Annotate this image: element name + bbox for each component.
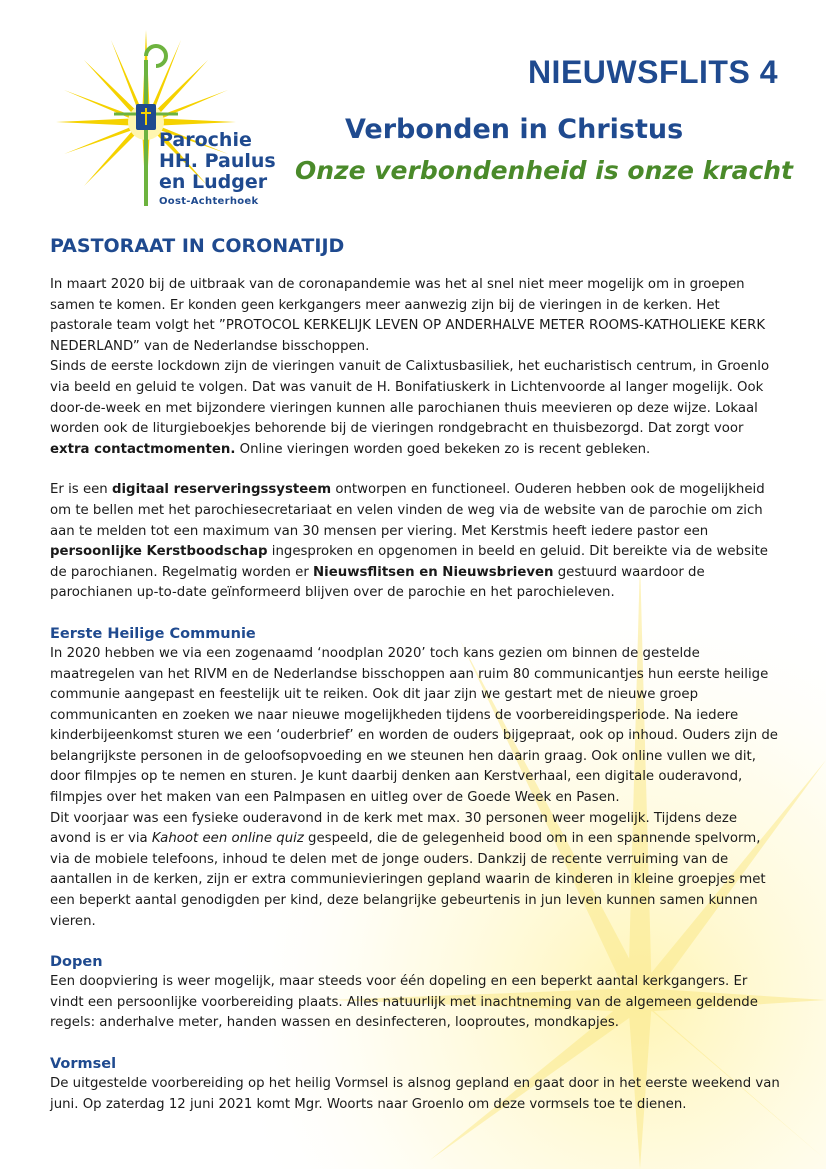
bold-text: persoonlijke Kerstboodschap xyxy=(50,544,268,560)
text-span: gespeeld, die de gelegenheid bood om in een spannende spelvorm, via de mobiele telefoons, inhoud te delen met de jonge ouders. Dankzij de recente verruiming van de aantallen in de kerken, zijn er extra communievieringen gepland waarin de kinderen in kleine groepjes met een beperkt aantal genodigden per kind, deze belangrijke gebeurtenis in jun leven kunnen samen kunnen vieren. xyxy=(50,831,766,929)
heading-vormsel: Vormsel xyxy=(50,1056,117,1072)
intro-paragraph-1: In maart 2020 bij de uitbraak van de coronapandemie was het al snel niet meer mogelijk om in groepen samen te komen. Er konden geen kerkgangers meer aanwezig zijn bij de vieringen in de kerken. Het pastorale team volgt het ”PROTOCOL KERKELIJK LEVEN OP ANDERHALVE METER ROOMS-KATHOLIEKE KERK NEDERLAND” van de Nederlandse bisschoppen. xyxy=(50,277,766,354)
spacer xyxy=(50,460,780,480)
bold-text: Nieuwsflitsen en Nieuwsbrieven xyxy=(313,564,554,580)
text-span: Dit voorjaar was een fysieke ouderavond in de kerk met max. 30 personen weer mogelijk. Tijdens deze avond is er via xyxy=(50,810,738,847)
logo-line-1: Parochie xyxy=(159,129,252,151)
communie-paragraph-1: In 2020 hebben we via een zogenaamd ‘noodplan 2020’ toch kans gezien om binnen de gestelde maatregelen van het RIVM en de Nederlandse bisschoppen aan ruim 80 communicantjes hun eerste heilige communie aangepast en feestelijk uit te reiken. Ook dit jaar zijn we gestart met de nieuwe groep communicanten en zoeken we naar nieuwe mogelijkheden tijdens de voorbereidingsperiode. Na iedere kinderbijeenkomst sturen we een ‘ouderbrief’ en worden de ouders bijgepraat, ook op inhoud. Ouders zijn de belangrijkste personen in de geloofsopvoeding en we steunen hen daarin graag. Ook online vullen we dit, door filmpjes op te nemen en sturen. Je kunt daarbij denken aan Kerstverhaal, een digitale ouderavond, filmpjes over het maken van een Palmpasen en uitleg over de Goede Week en Pasen. xyxy=(50,645,778,806)
logo-subline: Oost-Achterhoek xyxy=(159,196,259,207)
communie-paragraph-2 xyxy=(50,809,780,933)
intro-paragraph-2 xyxy=(50,357,780,460)
spacer xyxy=(50,932,780,952)
vormsel-paragraph: De uitgestelde voorbereiding op het heilig Vormsel is alsnog gepland en gaat door in het eerste weekend van juni. Op zaterdag 12 juni 2021 komt Mgr. Woorts naar Groenlo om deze vormsels toe te dienen. xyxy=(50,1076,780,1112)
logo-text xyxy=(159,130,276,207)
issue-title: NIEUWSFLITS 4 xyxy=(527,54,778,90)
spacer xyxy=(50,1034,780,1054)
page-subtitle: Onze verbondenheid is onze kracht xyxy=(295,156,794,185)
text-span: Sinds de eerste lockdown zijn de vieringen vanuit de Calixtusbasiliek, het eucharistisch centrum, in Groenlo via beeld en geluid te volgen. Dat was vanuit de H. Bonifatiuskerk in Lichtenvoorde al langer mogelijk. Ook door-de-week en met bijzondere vieringen kunnen alle parochianen thuis meevieren op deze wijze. Lokaal worden ook de liturgieboekjes behorende bij de vieringen rondgebracht en thuisbezorgd. Dat zorgt voor xyxy=(50,359,770,437)
bold-text: extra contactmomenten. xyxy=(50,441,236,457)
italic-text: Kahoot een online quiz xyxy=(151,831,304,847)
intro-paragraph-3 xyxy=(50,480,780,604)
bold-text: digitaal reserveringssysteem xyxy=(111,482,332,498)
text-span: Er is een xyxy=(50,482,112,498)
text-span: ingesproken en opgenomen in beeld en geluid. Dit bereikte via de website de parochianen. Regelmatig worden er xyxy=(50,544,768,580)
logo-line-3: en Ludger xyxy=(159,171,268,193)
text-span: Online vieringen worden goed bekeken zo is recent gebleken. xyxy=(235,441,651,457)
heading-dopen: Dopen xyxy=(50,954,103,971)
dopen-paragraph: Een doopviering is weer mogelijk, maar steeds voor één dopeling en een beperkt aantal kerkgangers. Er vindt een persoonlijke voorbereiding plaats. Alles natuurlijk met inachtneming van de algemeen geldende regels: anderhalve meter, handen wassen en desinfecteren, looproutes, mondkapjes. xyxy=(50,974,758,1031)
text-span: ontworpen en functioneel. Ouderen hebben ook de mogelijkheid om te bellen met het parochiesecretariaat en velen vinden de weg via de website van de parochie om zich aan te melden tot een maximum van 30 mensen per viering. Met Kerstmis heeft iedere pastor een xyxy=(50,482,765,539)
section-title: PASTORAAT IN CORONATIJD xyxy=(50,235,345,257)
text-span: gestuurd waardoor de parochianen up-to-date geïnformeerd blijven over de parochie en het parochieleven. xyxy=(50,564,705,601)
logo-line-2: HH. Paulus xyxy=(159,150,276,172)
article-body xyxy=(50,275,780,1115)
spacer xyxy=(50,604,780,624)
page-title: Verbonden in Christus xyxy=(345,114,684,145)
heading-communie: Eerste Heilige Communie xyxy=(50,625,256,642)
